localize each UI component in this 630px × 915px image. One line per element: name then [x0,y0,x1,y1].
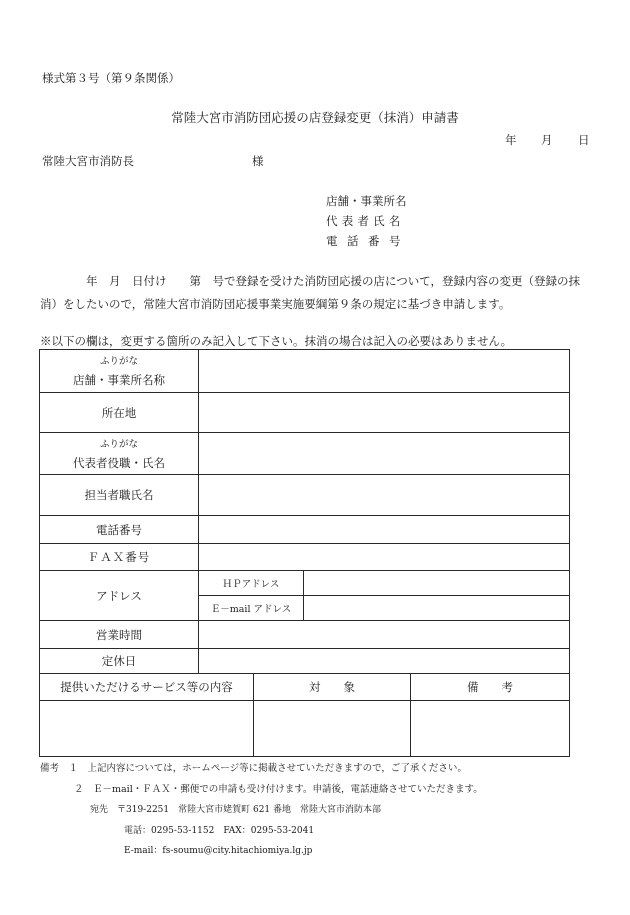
mailing-address: 宛先 〒319-2251 常陸大宮市姥賀町 621 番地 常陸大宮市消防本部 [90,805,382,815]
applicant-phone-label: 電話番号 [326,234,410,248]
form-number: 様式第３号（第９条関係） [42,71,180,85]
applicant-store-name-label: 店舗・事業所名 [326,194,407,208]
table-row [40,516,570,544]
table-row [40,674,570,701]
addressee: 常陸大宮市消防長 [42,154,134,168]
table-row [40,649,570,674]
services-input[interactable] [40,701,254,757]
email-address-label: Ｅ－mail アドレス [199,596,304,621]
location-label: 所在地 [40,393,199,433]
remark-line-2: ２ Ｅ－mail・ＦＡＸ・郵便での申請も受け付けます。申請後，電話連絡させていただきます。 [74,784,483,795]
table-row [40,475,570,516]
table-row [40,350,570,393]
application-body-text: 年 月 日付け 第 号で登録を受けた消防団応援の店について，登録内容の変更（登録の抹消）をしたいので，常陸大宮市消防団応援事業実施要綱第９条の規定に基づき申請します。 [40,274,581,311]
furigana-label-2: ふりがな [99,438,138,450]
date-day-label: 日 [578,133,590,147]
representative-label: 代表者役職・氏名 [73,455,165,470]
hp-address-label: ＨＰアドレス [199,571,304,596]
representative-input[interactable] [199,433,570,475]
table-row [40,393,570,433]
store-name-label-cell [40,350,199,393]
contact-person-input[interactable] [199,475,570,516]
date-year-label: 年 [505,133,517,147]
phone-label: 電話番号 [40,516,199,544]
target-input[interactable] [254,701,411,757]
instruction-note: ※以下の欄は，変更する箇所のみ記入して下さい。抹消の場合は記入の必要はありません。 [40,334,513,348]
remarks-input[interactable] [411,701,570,757]
document-title: 常陸大宮市消防団応援の店登録変更（抹消）申請書 [171,110,459,125]
services-header: 提供いただけるサービス等の内容 [40,674,254,701]
phone-input[interactable] [199,516,570,544]
contact-person-label: 担当者職氏名 [40,475,199,516]
applicant-representative-label: 代表者氏名 [326,214,405,228]
registration-change-table [39,349,570,757]
remark-line-1: 備考 １ 上記内容については，ホームページ等に掲載させていただきますので，ご了承ください。 [40,763,467,774]
target-header: 対 象 [254,674,411,701]
email-address-input[interactable] [304,596,570,621]
business-hours-input[interactable] [199,621,570,649]
table-row [40,621,570,649]
store-name-input[interactable] [199,350,570,393]
store-name-label: 店舗・事業所名称 [73,373,165,387]
email-info: E-mail：fs-soumu@city.hitachiomiya.lg.jp [124,846,313,856]
closed-days-label: 定休日 [40,649,199,674]
location-input[interactable] [199,393,570,433]
closed-days-input[interactable] [199,649,570,674]
table-row [40,544,570,571]
hp-address-input[interactable] [304,571,570,596]
phone-fax-info: 電話：0295-53-1152 FAX：0295-53-2041 [124,826,315,836]
business-hours-label: 営業時間 [40,621,199,649]
table-row [40,433,570,475]
remarks-header: 備 考 [411,674,570,701]
address-label: アドレス [40,571,199,621]
fax-label: ＦＡＸ番号 [40,544,199,571]
honorific: 様 [252,154,264,168]
furigana-label: ふりがな [99,356,138,367]
table-row [40,701,570,757]
fax-input[interactable] [199,544,570,571]
date-month-label: 月 [541,133,553,147]
representative-label-cell [40,433,199,475]
table-row [40,571,570,596]
